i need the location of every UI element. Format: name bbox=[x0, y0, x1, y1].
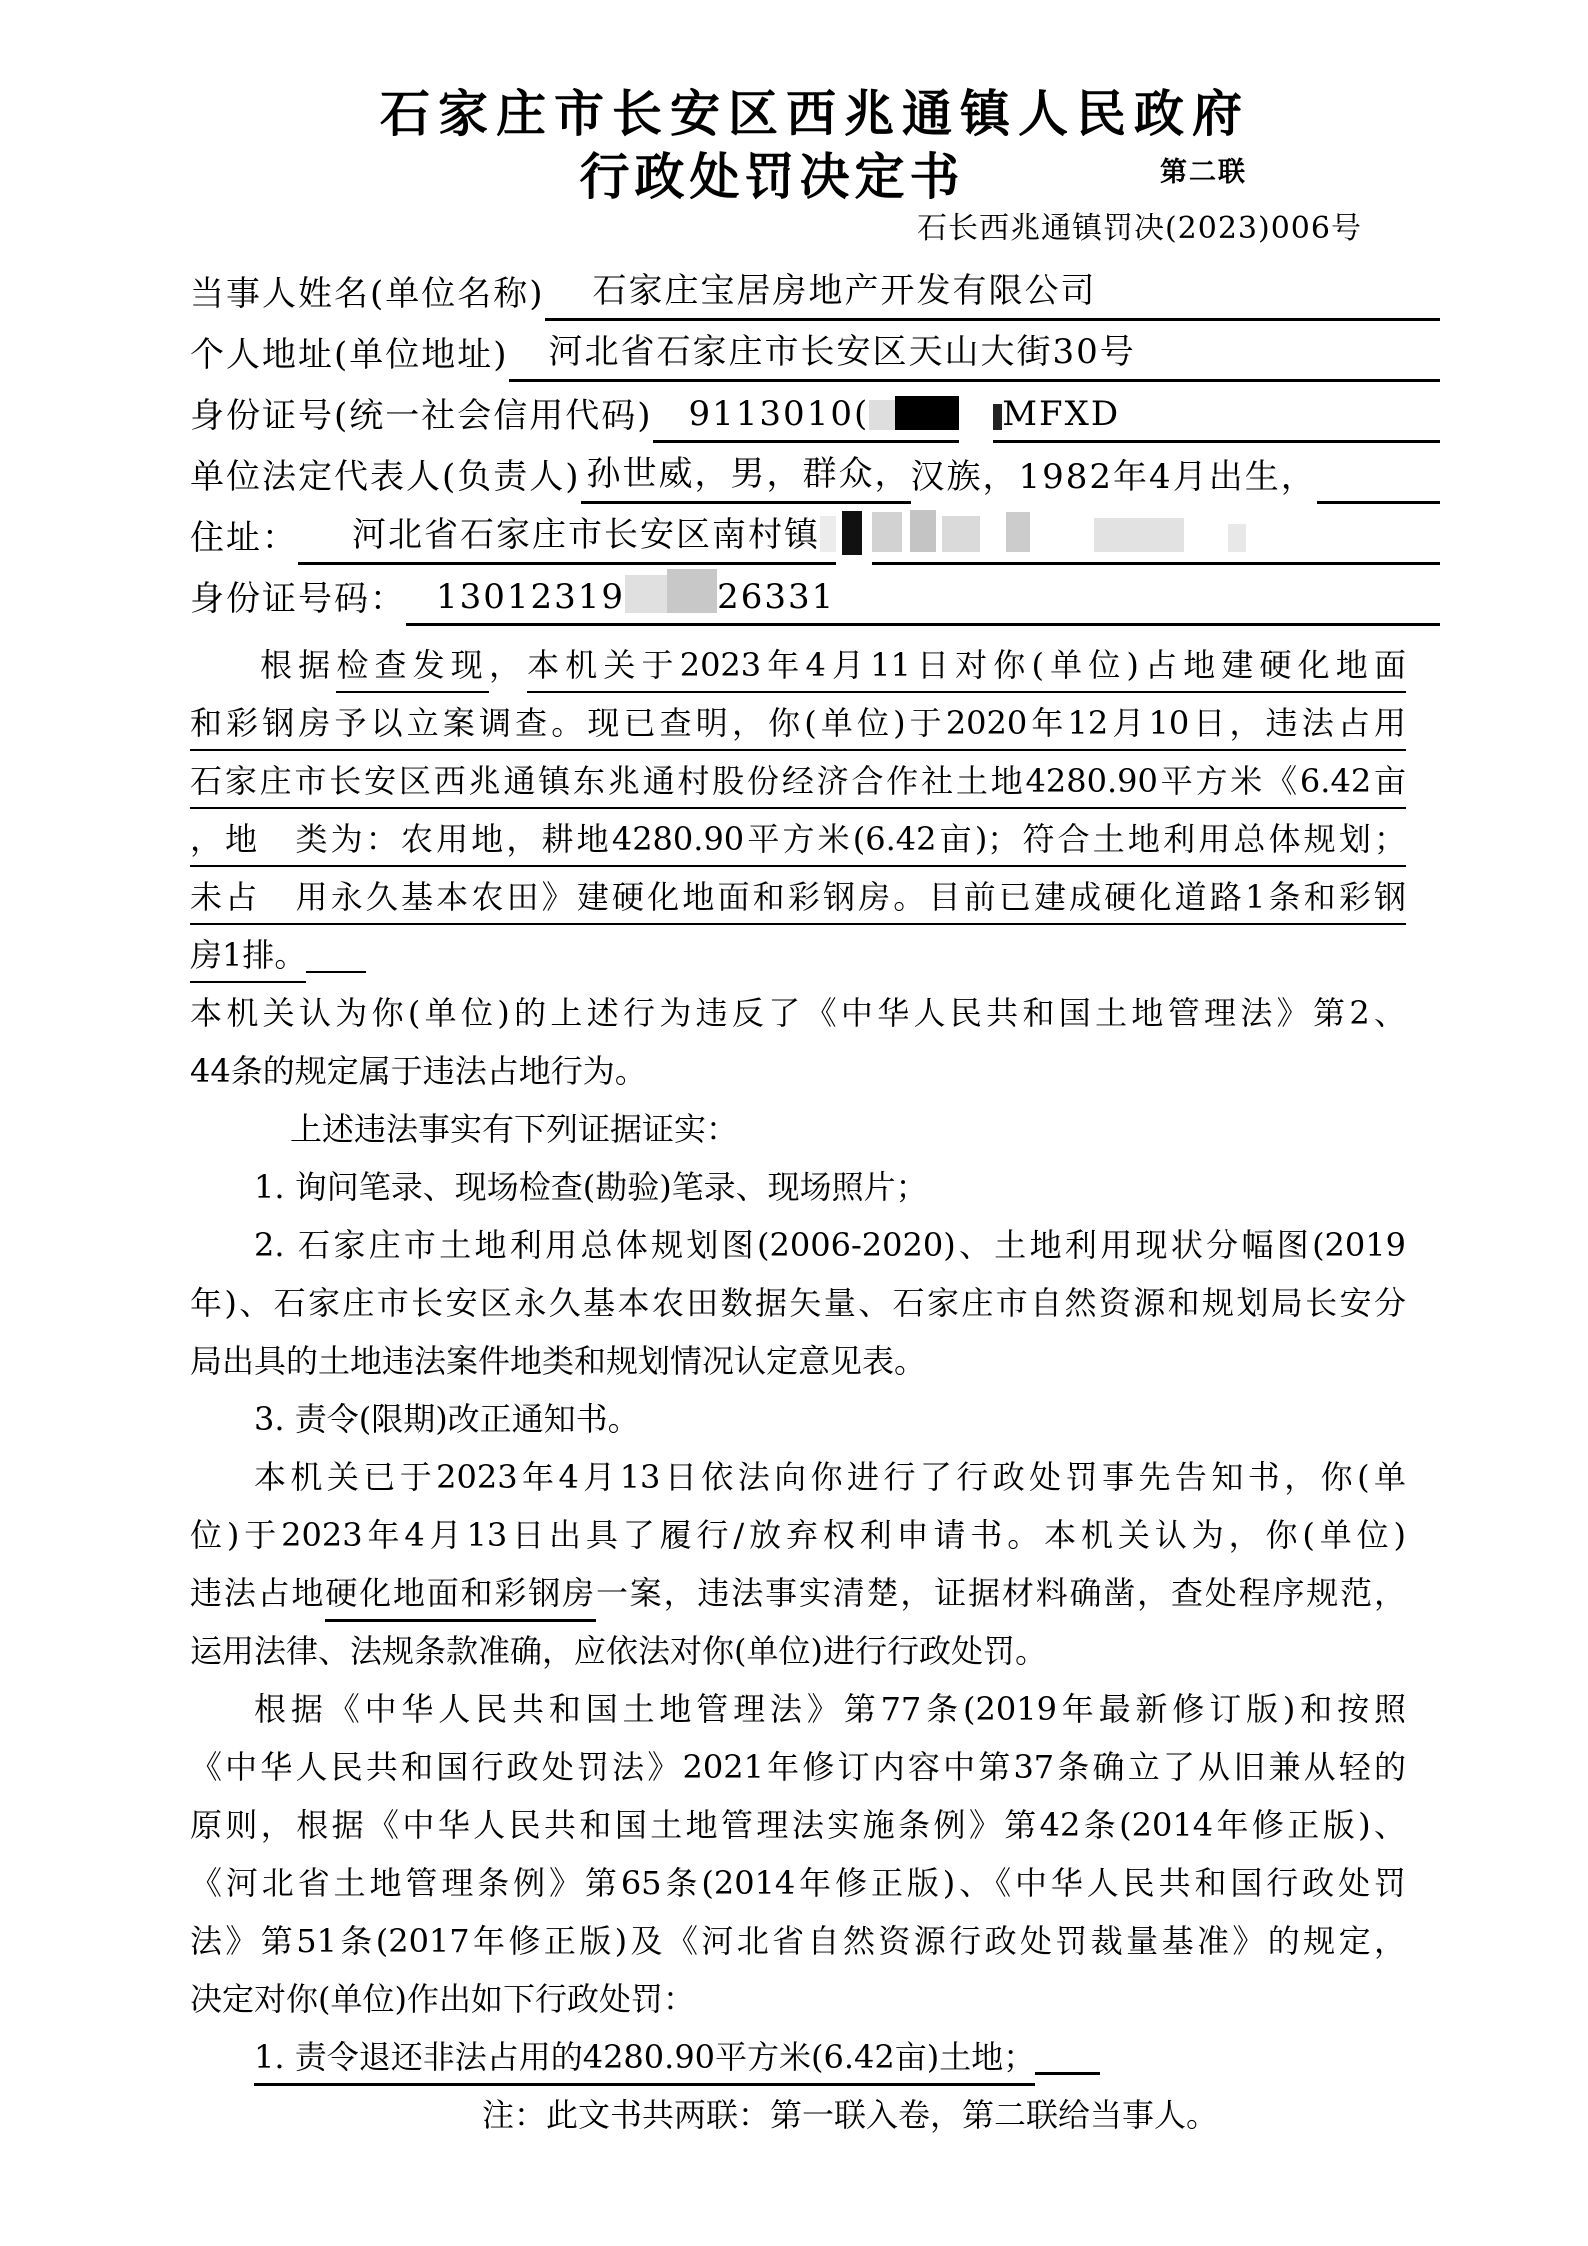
spacer bbox=[1030, 555, 1094, 556]
field-value: 石家庄宝居房地产开发有限公司 bbox=[592, 271, 1097, 311]
field-label: 单位法定代表人(负责人) bbox=[190, 457, 581, 497]
line-gap bbox=[911, 449, 1317, 504]
spacer bbox=[980, 555, 1006, 556]
line-gap bbox=[959, 436, 993, 443]
fill-in-line bbox=[509, 324, 1440, 382]
body-line bbox=[190, 1622, 1406, 1680]
text-segment: 2. 石家庄市土地利用总体规划图(2006-2020)、土地利用现状分幅图(2019 bbox=[254, 1226, 1406, 1264]
document-title-line2: 行政处罚决定书 bbox=[579, 147, 965, 206]
redaction-block bbox=[942, 516, 980, 552]
field-row bbox=[190, 504, 1440, 565]
text-segment: 本机关认为你(单位)的上述行为违反了《中华人民共和国土地管理法》第2、 bbox=[190, 994, 1406, 1032]
body-line bbox=[190, 1332, 1406, 1390]
underlined-text: 房1排。 bbox=[190, 936, 306, 983]
underlined-text: 石家庄市长安区西兆通镇东兆通村股份经济合作社土地4280.90平方米《6.42亩 bbox=[190, 762, 1406, 809]
spacer bbox=[509, 372, 549, 373]
field-value: 河北省石家庄市长安区天山大街30号 bbox=[548, 332, 1136, 372]
text-segment: 运用法律、法规条款准确，应依法对你(单位)进行行政处罚。 bbox=[190, 1632, 1047, 1670]
spacer bbox=[298, 555, 352, 556]
text-segment: 《中华人民共和国行政处罚法》2021年修订内容中第37条确立了从旧兼从轻的 bbox=[190, 1748, 1406, 1786]
spacer bbox=[959, 436, 993, 437]
underlined-text: 本机关于2023年4月11日对你(单位)占地建硬化地面 bbox=[527, 646, 1406, 693]
text-segment: 1. 询问笔录、现场检查(勘验)笔录、现场照片； bbox=[254, 1168, 928, 1206]
body-line bbox=[190, 1912, 1406, 1970]
body-line bbox=[190, 1564, 1406, 1622]
body-line bbox=[190, 1390, 1406, 1448]
document-body bbox=[190, 636, 1406, 2144]
underline-tail bbox=[1035, 2071, 1100, 2075]
body-line bbox=[190, 752, 1406, 810]
text-segment: 局出具的土地违法案件地类和规划情况认定意见表。 bbox=[190, 1342, 927, 1380]
field-label: 当事人姓名(单位名称) bbox=[190, 274, 545, 314]
field-row bbox=[190, 321, 1440, 382]
party-info-fields bbox=[190, 260, 1440, 626]
redaction-block bbox=[895, 396, 959, 430]
text-segment: 一案，违法事实清楚，证据材料确凿，查处程序规范， bbox=[595, 1574, 1406, 1612]
field-value: MFXD bbox=[1002, 394, 1121, 434]
redaction-block bbox=[667, 569, 717, 613]
field-label: 个人地址(单位地址) bbox=[190, 335, 509, 375]
spacer bbox=[836, 558, 842, 559]
text-segment: 法》第51条(2017年修正版)及《河北省自然资源行政处罚裁量基准》的规定， bbox=[190, 1922, 1406, 1960]
field-value: 13012319 bbox=[436, 577, 626, 617]
spacer bbox=[936, 555, 942, 556]
body-line bbox=[190, 1274, 1406, 1332]
text-segment: 位)于2023年4月13日出具了履行/放弃权利申请书。本机关认为，你(单位) bbox=[190, 1516, 1406, 1554]
body-line bbox=[190, 926, 1406, 984]
fill-in-line bbox=[872, 510, 1440, 565]
body-line bbox=[190, 1216, 1406, 1274]
redaction-block bbox=[842, 511, 862, 555]
field-row bbox=[190, 443, 1440, 504]
fill-in-line bbox=[545, 263, 1440, 321]
text-segment: 原则，根据《中华人民共和国土地管理法实施条例》第42条(2014年修正版)、 bbox=[190, 1806, 1406, 1844]
fill-in-line bbox=[581, 446, 911, 504]
body-line bbox=[190, 868, 1406, 926]
spacer bbox=[653, 433, 689, 434]
redaction-block bbox=[872, 512, 902, 552]
redaction-block bbox=[820, 516, 836, 552]
text-segment: 3. 责令(限期)改正通知书。 bbox=[254, 1400, 640, 1438]
fill-in-line bbox=[1317, 495, 1440, 504]
underlined-text: 硬化地面和彩钢房 bbox=[325, 1574, 596, 1622]
body-line bbox=[190, 1796, 1406, 1854]
fill-in-line bbox=[653, 394, 960, 443]
redaction-block bbox=[993, 404, 1002, 430]
field-value: 汉族，1982年4月出生， bbox=[910, 457, 1317, 497]
spacer bbox=[1184, 555, 1228, 556]
body-line bbox=[190, 1738, 1406, 1796]
body-line bbox=[190, 1100, 1406, 1158]
field-value: 孙世威，男，群众， bbox=[586, 454, 911, 494]
text-segment: 违法占地 bbox=[190, 1574, 326, 1612]
body-line bbox=[190, 1854, 1406, 1912]
spacer bbox=[406, 616, 436, 617]
spacer bbox=[545, 311, 593, 312]
body-line bbox=[190, 984, 1406, 1042]
text-segment: 根据 bbox=[260, 646, 337, 684]
spacer bbox=[902, 555, 910, 556]
fill-in-line bbox=[298, 507, 836, 565]
body-line bbox=[190, 2086, 1406, 2144]
body-line bbox=[190, 1448, 1406, 1506]
text-segment: 决定对你(单位)作出如下行政处罚： bbox=[190, 1980, 695, 2018]
body-line bbox=[190, 694, 1406, 752]
body-line bbox=[190, 1042, 1406, 1100]
body-line bbox=[190, 810, 1406, 868]
fill-in-line bbox=[406, 569, 1440, 626]
redaction-block bbox=[1006, 512, 1030, 552]
redaction-block bbox=[1094, 518, 1184, 552]
redaction-block bbox=[625, 575, 667, 613]
fill-in-line bbox=[993, 394, 1440, 443]
text-segment: 上述违法事实有下列证据证实： bbox=[290, 1110, 739, 1148]
field-value: 9113010( bbox=[688, 394, 870, 434]
redaction-block bbox=[910, 510, 936, 552]
text-segment: 年)、石家庄市长安区永久基本农田数据矢量、石家庄市自然资源和规划局长安分 bbox=[190, 1284, 1406, 1322]
underlined-text: ，地 类为：农用地，耕地4280.90平方米(6.42亩)；符合土地利用总体规划； bbox=[190, 820, 1406, 867]
text-segment: 根据《中华人民共和国土地管理法》第77条(2019年最新修订版)和按照 bbox=[254, 1690, 1406, 1728]
field-label: 住址： bbox=[190, 518, 298, 558]
body-line bbox=[190, 1680, 1406, 1738]
body-line bbox=[190, 636, 1406, 694]
title-row bbox=[190, 148, 1440, 206]
field-row bbox=[190, 382, 1440, 443]
body-line bbox=[190, 1506, 1406, 1564]
body-line bbox=[190, 1158, 1406, 1216]
underlined-text: 未占 用永久基本农田》建硬化地面和彩钢房。目前已建成硬化道路1条和彩钢 bbox=[190, 878, 1406, 925]
field-value: 26331 bbox=[717, 577, 836, 617]
field-label: 身份证号码： bbox=[190, 579, 406, 619]
text-segment: 《河北省土地管理条例》第65条(2014年修正版)、《中华人民共和国行政处罚 bbox=[190, 1864, 1406, 1902]
field-value: 河北省石家庄市长安区南村镇 bbox=[352, 515, 820, 555]
body-line bbox=[190, 1970, 1406, 2028]
line-gap bbox=[836, 511, 872, 565]
text-segment: 本机关已于2023年4月13日依法向你进行了行政处罚事先告知书，你(单 bbox=[254, 1458, 1406, 1496]
text-segment: 注：此文书共两联：第一联入卷，第二联给当事人。 bbox=[482, 2096, 1219, 2134]
text-segment: 44条的规定属于违法占地行为。 bbox=[190, 1052, 647, 1090]
field-row bbox=[190, 565, 1440, 626]
copy-number-label: 第二联 bbox=[1160, 157, 1247, 188]
document-number: 石长西兆通镇罚决(2023)006号 bbox=[916, 211, 1362, 246]
field-row bbox=[190, 260, 1440, 321]
redaction-block bbox=[869, 400, 895, 430]
body-line bbox=[190, 2028, 1406, 2086]
text-segment: ， bbox=[488, 646, 528, 684]
redaction-block bbox=[1228, 524, 1246, 552]
underlined-text: 检查发现 bbox=[336, 646, 489, 693]
underlined-text: 和彩钢房予以立案调查。现已查明，你(单位)于2020年12月10日，违法占用 bbox=[190, 704, 1406, 751]
underlined-text: 1. 责令退还非法占用的4280.90平方米(6.42亩)土地； bbox=[254, 2038, 1035, 2086]
spacer bbox=[862, 558, 872, 559]
underline-tail bbox=[306, 970, 366, 973]
field-label: 身份证号(统一社会信用代码) bbox=[190, 396, 653, 436]
document-title-line1: 石家庄市长安区西兆通镇人民政府 bbox=[380, 84, 1250, 143]
